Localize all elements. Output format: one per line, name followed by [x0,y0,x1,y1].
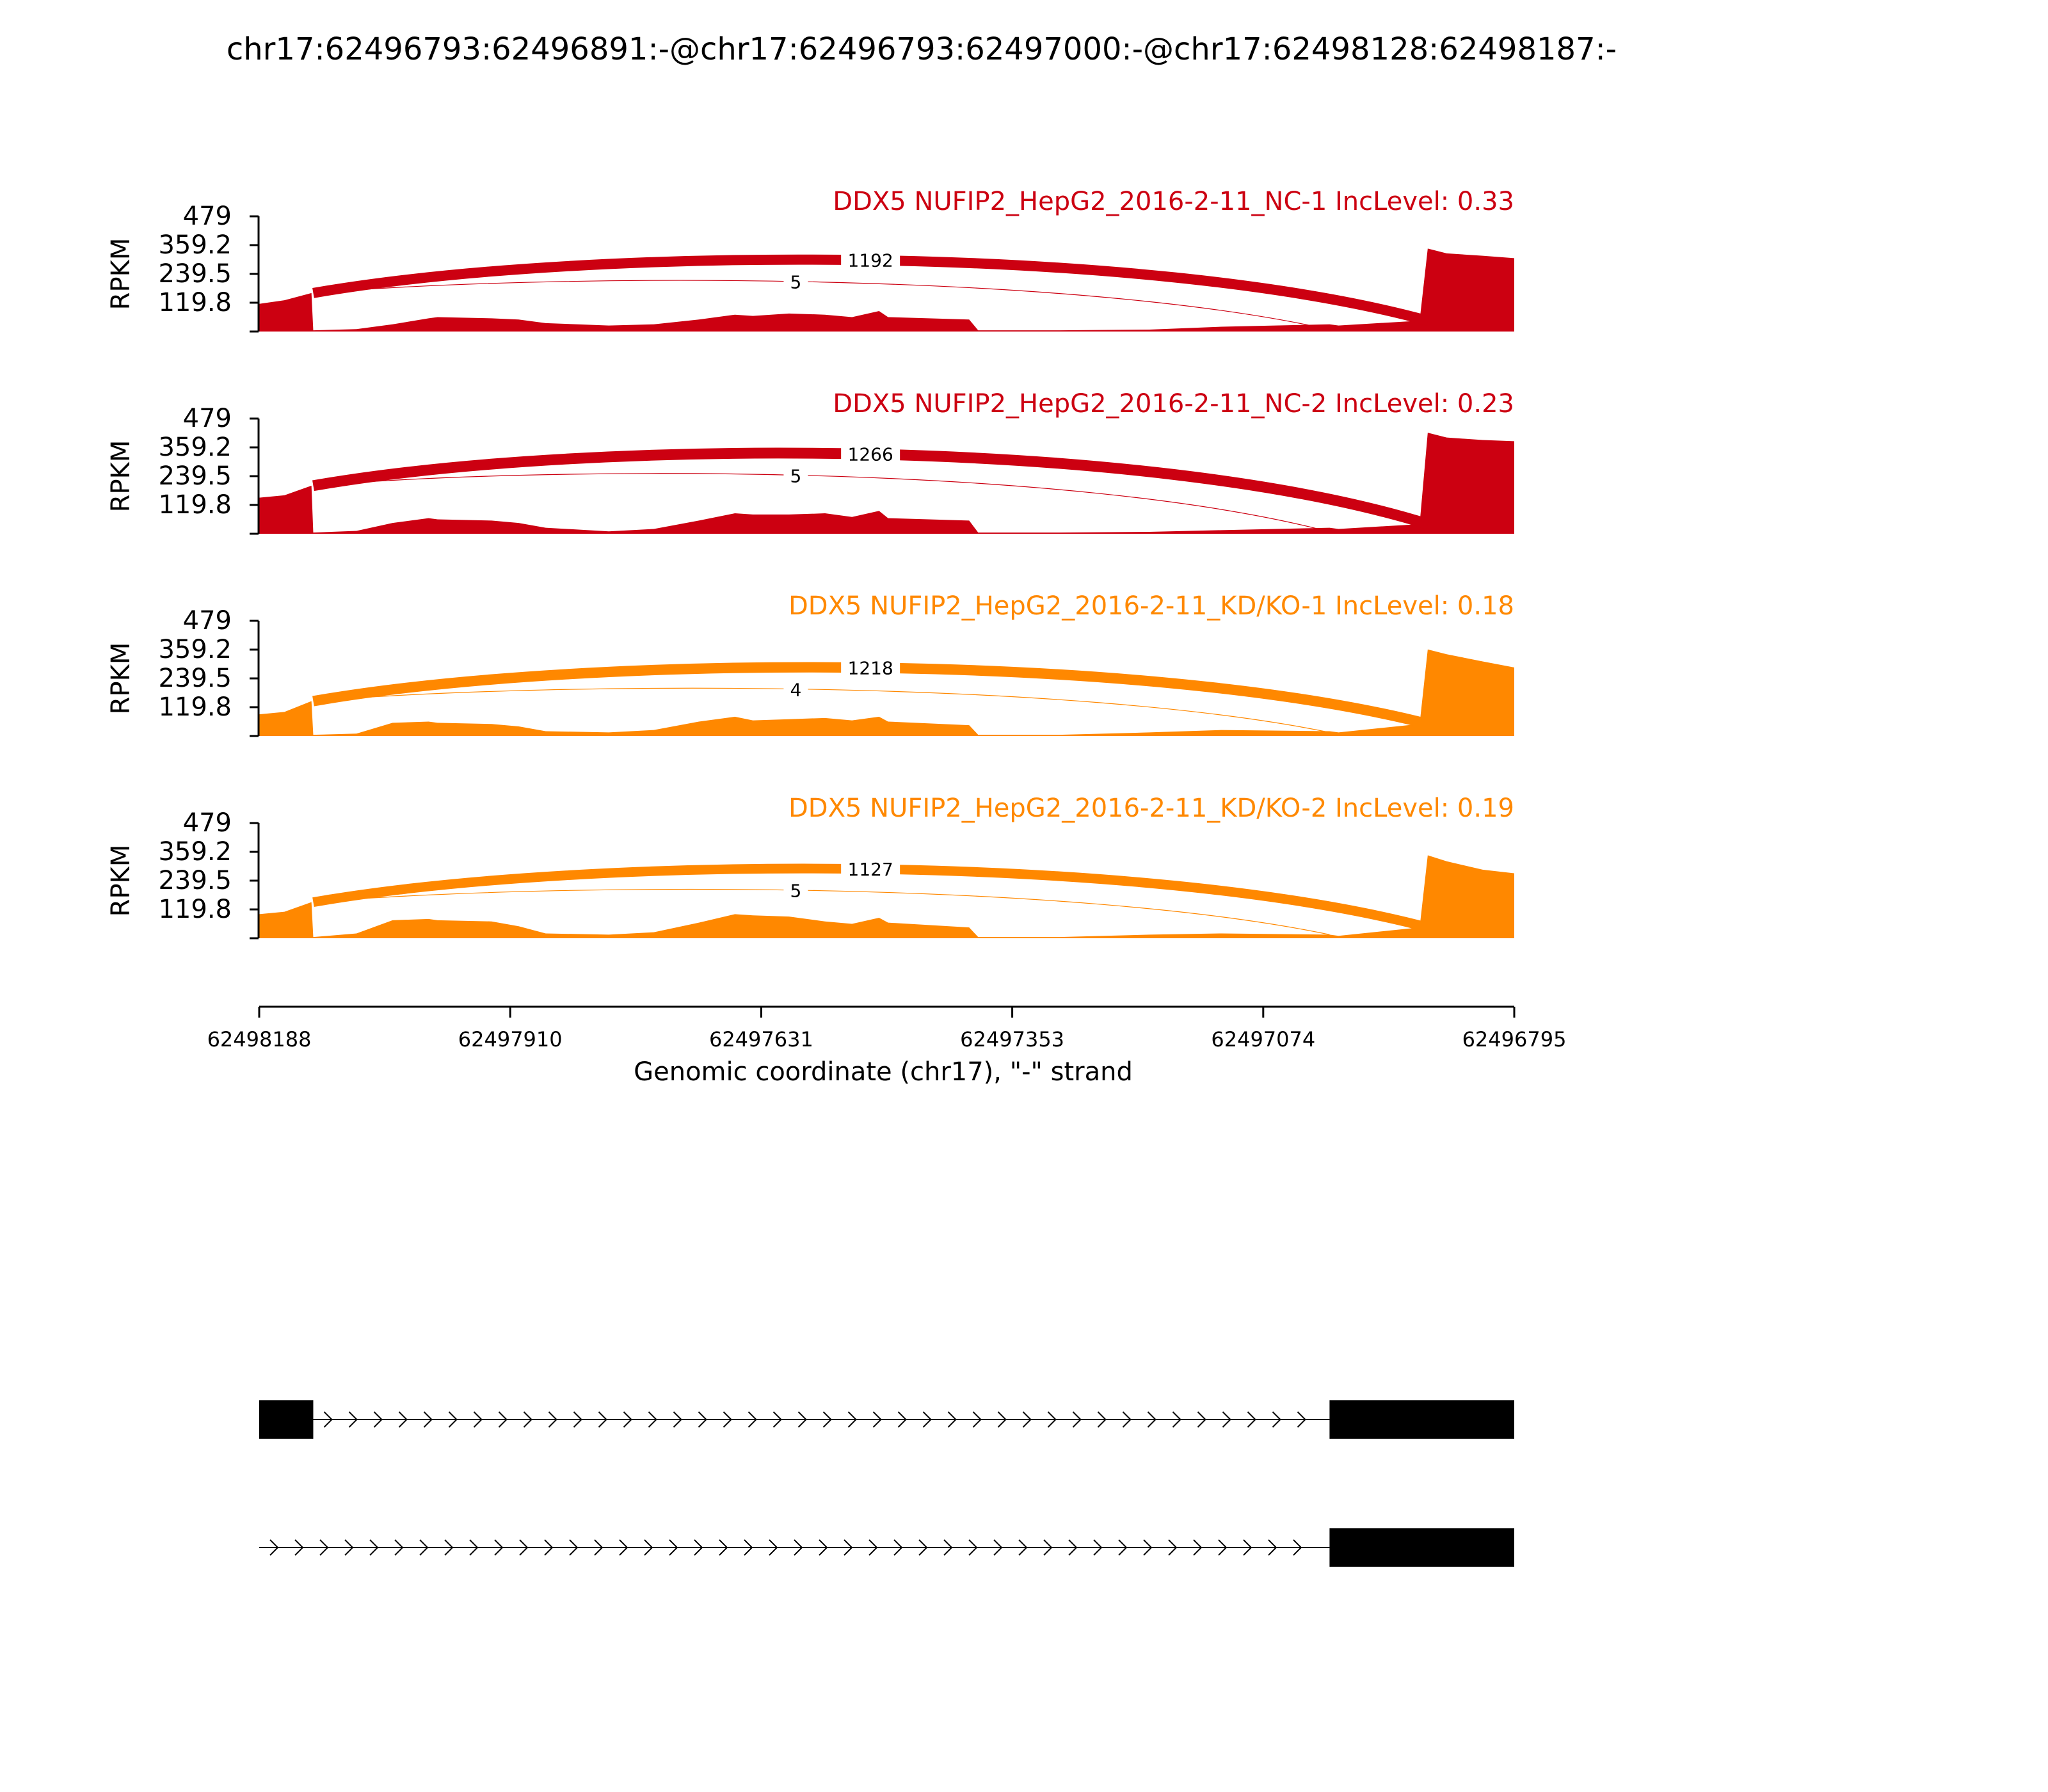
junction-count-label: 5 [790,880,802,902]
panel-label: DDX5 NUFIP2_HepG2_2016-2-11_KD/KO-2 IncLevel: 0.19 [788,794,1514,823]
y-tick-label: 479 [182,606,232,636]
coverage-panel [106,389,1514,534]
chart-title: chr17:62496793:62496891:-@chr17:62496793:62497000:-@chr17:62498128:62498187:- [226,31,1617,67]
junction-count-label: 1218 [847,657,893,679]
y-tick-label: 479 [182,808,232,838]
junction-count-label: 4 [790,679,802,701]
y-tick-label: 239.5 [158,664,232,693]
y-tick-label: 119.8 [158,490,232,520]
panel-label: DDX5 NUFIP2_HepG2_2016-2-11_KD/KO-1 IncLevel: 0.18 [788,591,1514,621]
x-tick-label: 62497910 [458,1027,563,1052]
exon-block [259,1400,313,1439]
y-tick-label: 239.5 [158,461,232,491]
panel-label: DDX5 NUFIP2_HepG2_2016-2-11_NC-1 IncLevel: 0.33 [833,187,1514,216]
y-tick-label: 119.8 [158,287,232,317]
y-axis-label: RPKM [106,844,136,917]
y-tick-label: 119.8 [158,894,232,924]
isoform-track [259,1528,1514,1567]
exon-block [1329,1528,1514,1567]
y-tick-label: 119.8 [158,692,232,722]
junction-count-label: 1266 [847,444,893,465]
exon-block [1329,1400,1514,1439]
isoform-tracks [259,1400,1514,1567]
y-tick-label: 359.2 [158,433,232,463]
x-axis [207,1007,1567,1052]
isoform-track [259,1400,1514,1439]
y-tick-label: 239.5 [158,259,232,289]
x-tick-label: 62497074 [1211,1027,1316,1052]
coverage-panel [106,591,1514,736]
y-tick-label: 359.2 [158,230,232,260]
x-axis-label: Genomic coordinate (chr17), "-" strand [634,1057,1133,1087]
y-axis-label: RPKM [106,642,136,715]
x-tick-label: 62496795 [1462,1027,1567,1052]
junction-count-label: 5 [790,465,802,487]
junction-count-label: 1127 [847,858,893,880]
x-tick-label: 62498188 [207,1027,312,1052]
y-tick-label: 359.2 [158,837,232,867]
coverage-panels [106,187,1514,938]
coverage-panel [106,187,1514,332]
y-tick-label: 479 [182,202,232,231]
junction-count-label: 1192 [847,250,893,271]
x-tick-label: 62497631 [708,1027,813,1052]
y-tick-label: 239.5 [158,866,232,895]
coverage-panel [106,794,1514,938]
x-tick-label: 62497353 [960,1027,1065,1052]
panel-label: DDX5 NUFIP2_HepG2_2016-2-11_NC-2 IncLevel: 0.23 [833,389,1514,419]
junction-count-label: 5 [790,271,802,293]
y-tick-label: 479 [182,404,232,433]
y-axis-label: RPKM [106,237,136,310]
y-axis-label: RPKM [106,440,136,513]
y-tick-label: 359.2 [158,635,232,665]
